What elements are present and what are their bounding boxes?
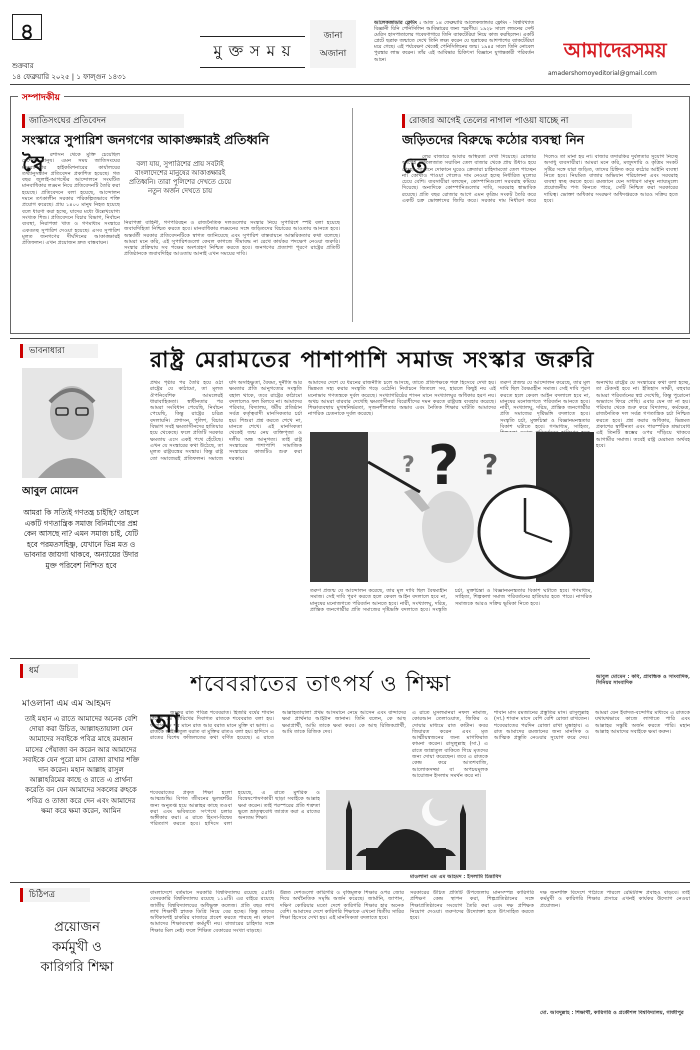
religion-col1: জকের রাত পবিত্র শবেবরাত। হিজরি বর্ষের শাবান মাসের ১৪ তারিখের দিবাগত রাতকে শবেবরাত বলা হয়। ফারসি শব্দ শব মানে রাত আর বরাত মানে মুক্তি বা ভাগ্য। এ রাতকে লাইলাতুল বরাত বা মুক্তির রাতও বলা হয়। হাদিসে এ রাতের বিশেষ ফজিলতের কথা বর্ণিত হয়েছে। এ রাতে আল্লাহতায়ালা প্রথম আসমানে নেমে আসেন এবং বান্দাদের ক্ষমা প্রার্থনার আহ্বান জানান। তিনি বলেন, কে আছ ক্ষমাপ্রার্থী, আমি তাকে ক্ষমা করব। কে আছ রিজিকপ্রার্থী, আমি তাকে রিজিক দেব। bbox=[150, 710, 406, 742]
editorial-right-dropcap: তে bbox=[402, 154, 428, 178]
opinion-col2-lower: তরুণ প্রজন্ম যে আন্দোলন করেছে, তার মূল দাবি ছিল বৈষম্যহীন সমাজ। সেই দাবি পূরণ করতে হলে কেবল আইন বদলালে হবে না, মানুষের মনোজগতে পরিবর্তন আনতে হবে। নারী, সংখ্যালঘু, দরিদ্র, প্রান্তিক জনগোষ্ঠীর প্রতি সমাজের দৃষ্টিভঙ্গি বদলাতে হবে। সংস্কৃতি চর্চা, মুক্তচিন্তা ও বিজ্ঞানমনস্কতার বিকাশ ঘটাতে হবে। গণমাধ্যম, সাহিত্য, শিল্পকলা সমাজ পরিবর্তনের হাতিয়ার হতে পারে। নাগরিক সমাজকে আরও সক্রিয় ভূমিকা নিতে হবে। bbox=[310, 588, 592, 613]
page-number: ৪ bbox=[12, 14, 42, 40]
issue-day: শুক্রবার bbox=[12, 62, 34, 70]
religion-divider bbox=[10, 658, 590, 659]
section-title: মু ক্ত স ম য় bbox=[213, 42, 292, 60]
tagline-box bbox=[310, 20, 356, 68]
tagline-brief-heading: আলেকজান্ডার ফ্লেমিং : bbox=[374, 20, 422, 26]
svg-text:?: ? bbox=[482, 448, 499, 481]
letters-label: চিঠিপত্র bbox=[20, 888, 90, 902]
religion-dropcap: আ bbox=[150, 710, 181, 738]
letters-headline-line-1: প্রয়োজন bbox=[54, 920, 100, 935]
letters-col2: উন্নত দেশগুলো কারিগরি ও বৃত্তিমূলক শিক্ষার ওপর জোর দিয়ে অর্থনৈতিক সমৃদ্ধি অর্জন করেছে। জার্মানি, জাপান, দক্ষিণ কোরিয়ার মতো দেশে কারিগরি শিক্ষার হার অনেক বেশি। আমাদের দেশে কারিগরি শিক্ষাকে এখনো দ্বিতীয় সারির শিক্ষা হিসেবে দেখা হয়। এই মানসিকতা বদলাতে হবে। bbox=[280, 890, 404, 922]
tagline-brief-text: আজ ১৪ ফেব্রুয়ারি আলেকজান্ডার ফ্লেমিং - বিশ্ববিখ্যাত বিজ্ঞানী যিনি পেনিসিলিন আবিষ্কারের জন্য স্মরণীয়। ১৯২৮ সালে লন্ডনের সেন্ট মেরিস হাসপাতালের গবেষণাগারে তিনি ব্যাকটেরিয়া নিয়ে কাজ করছিলেন। একটি প্লেটে ছত্রাক জন্মাতে দেখে তিনি লক্ষ্য করেন যে ছত্রাকের আশপাশের ব্যাকটেরিয়া মরে গেছে। এই পর্যবেক্ষণ থেকেই পেনিসিলিনের জন্ম। ১৯৪৫ সালে তিনি নোবেল পুরস্কার লাভ করেন। তাঁর এই আবিষ্কার চিকিৎসা বিজ্ঞানে যুগান্তকারী পরিবর্তন আনে। bbox=[374, 20, 534, 63]
opinion-author-name: আবুল মোমেন bbox=[22, 486, 79, 497]
editorial-left-body-a: রশাসন থেকে মুক্তি চেয়েছিল দেশের মানুষ। এমন সময় জাতিসংঘের মানবাধিকার হাইকমিশনারের কার্যালয়ের তথ্যানুসন্ধান প্রতিবেদন প্রকাশিত হয়েছে। গত বছর জুলাই-আগস্টের আন্দোলনে সংঘটিত মানবাধিকার লঙ্ঘন নিয়ে প্রতিবেদনটি তৈরি করা হয়েছে। প্রতিবেদনে বলা হয়েছে, আন্দোলন দমনে তৎকালীন সরকার পরিকল্পিতভাবে শক্তি প্রয়োগ করেছে। প্রায় ১৪০০ মানুষ নিহত হয়েছে বলে ধারণা করা হচ্ছে, যাদের মধ্যে উল্লেখযোগ্য সংখ্যক শিশু। প্রতিবেদনে বিচার বিভাগ, নির্বাচন ব্যবস্থা, নিরাপত্তা খাত ও গণমাধ্যম সংস্কারে একগুচ্ছ সুপারিশ দেওয়া হয়েছে। এসব সুপারিশ মূলত জনগণের দীর্ঘদিনের আকাঙ্ক্ষারই প্রতিফলন। এখন প্রয়োজন দ্রুত বাস্তবায়ন। bbox=[22, 152, 120, 247]
religion-pullquote: তাই মহান এ রাতে আমাদের অনেক বেশি দোয়া করা উচিত, আল্লাহতায়ালা যেন আমাদের সবাইকে পবিত্র মাহে রমজান মাসের পেঁয়াজা বন করেন আর আমাদের সবাইকে যেন পুরো মাস রোজা রাখার শক্তি দান করেন। মহান আল্লাহ রাসুল আল্লাহরিমের কাছে ও রাতে এ প্রার্থনা করেতি বন যেন আমাদের সকলের রুহকে পবিত্র ও তাজা করে দেন এবং আমাদের ক্ষমা করে ক্ষমা করেন, আমিন bbox=[22, 715, 140, 815]
editorial-left-kicker-text: জাতিসংঘের প্রতিবেদন bbox=[29, 116, 107, 126]
editorial-right-body: লের বাজারে আবার অস্থিরতা দেখা দিয়েছে। রোজার আগেই বোতলজাত সয়াবিন তেল বাজার থেকে প্রায় উধাও হয়ে গেছে। দোকানে দোকানে ঘুরেও ক্রেতারা চাহিদামতো তেল পাচ্ছেন না। কোথাও পাওয়া গেলেও দাম নেওয়া হচ্ছে নির্ধারিত মূল্যের চেয়ে বেশি। ব্যবসায়ীরা বলছেন, কোম্পানিগুলো সরবরাহ কমিয়ে দিয়েছে। অন্যদিকে কোম্পানিগুলোর দাবি, সরবরাহ স্বাভাবিক রয়েছে। প্রতি বছর রোজার আগে এমন কৃত্রিম সংকট তৈরি করে একটি চক্র ভোক্তাদের জিম্মি করে। সরকার দাম নির্ধারণ করে দিলেও তা মানা হয় না। বাজার তদারকির দুর্বলতার সুযোগ নিচ্ছে অসাধু ব্যবসায়ীরা। আমরা মনে করি, মজুদদারি ও কৃত্রিম সংকট সৃষ্টির সঙ্গে যারা জড়িত, তাদের চিহ্নিত করে কঠোর আইনি ব্যবস্থা নিতে হবে। নিয়মিত বাজার অভিযান পরিচালনা এবং সরবরাহ ব্যবস্থা স্বচ্ছ করতে হবে। রমজানে যেন সাধারণ মানুষ ন্যায্যমূল্যে প্রয়োজনীয় পণ্য কিনতে পারে, সেটি নিশ্চিত করা সরকারের দায়িত্ব। ভোক্তা অধিকার সংরক্ষণ অধিদপ্তরকে আরও সক্রিয় হতে হবে। bbox=[402, 154, 678, 205]
opinion-headline: রাষ্ট্র মেরামতের পাশাপাশি সমাজ সংস্কার জরুরি bbox=[150, 347, 596, 373]
editorial-left-pullquote: বলা যায়, সুপারিশের প্রায় সবটাই বাংলাদেশের মানুষের আকাঙ্ক্ষারই প্রতিধ্বনি। তারা পুলিশের দেখতে চেয়ে নতুন অর্জন দেখতে চায় bbox=[128, 160, 232, 195]
opinion-pullquote: আমরা কি সত্যিই গণতন্ত্র চাইছি? তাহলে একটি গণতান্ত্রিক সমাজ বিনির্মাণের প্রশ্ন কেন আসছে না? এমন সমাজ চাই, যেটি হবে পরমতসহিষ্ণু, যেখানে ভিন্ন মত ও ভাবনার জায়গা থাকবে, অন্যায়ের উদার মুক্ত পরিবেশ নিশ্চিত হবে bbox=[23, 508, 139, 570]
section-title-box bbox=[200, 36, 305, 68]
religion-col4: শাবান মাস রমজানের প্রস্তুতির মাস। রাসুলুল্লাহ (সা.) শাবান মাসে বেশি বেশি রোজা রাখতেন। শবেবরাতের পরদিন রোজা রাখা মুস্তাহাব। এ রাত আমাদের রমজানের জন্য মানসিক ও আত্মিক প্রস্তুতি নেওয়ার সুযোগ করে দেয়। আমরা যেন ইবাদত-বন্দেগির মাধ্যমে এ রাতকে যথাযথভাবে কাজে লাগাতে পারি এবং আল্লাহর সন্তুষ্টি অর্জন করতে পারি। মহান আল্লাহ আমাদের সবাইকে ক্ষমা করুন। bbox=[494, 710, 690, 742]
religion-col2: এ রাতে মুসলমানরা নফল নামাজ, কোরআন তেলাওয়াত, জিকির ও দোয়ার মাধ্যমে রাত কাটান। কবর জিয়ারত করেন এবং মৃত আত্মীয়স্বজনের জন্য মাগফিরাত কামনা করেন। রাসুলুল্লাহ (সা.) এ রাতে জান্নাতুল বাকিতে গিয়ে মৃতদের জন্য দোয়া করেছেন। তবে এ রাতকে কেন্দ্র করে আতশবাজি, আলোকসজ্জা বা অপচয়মূলক আয়োজন ইসলাম সমর্থন করে না। bbox=[412, 710, 488, 779]
opinion-col2: আমাদের দেশে যে ধরনের রাজনীতি চলে আসছে, তাতে প্রতিপক্ষকে শত্রু হিসেবে দেখা হয়। ভিন্নমত সহ্য করার সংস্কৃতি গড়ে ওঠেনি। নির্বাচনে জিতলে সব, হারলে কিছুই নয় এই মনোভাব গণতন্ত্রকে দুর্বল করেছে। সংখ্যাগরিষ্ঠের শাসন মানে সংখ্যালঘুর অধিকার হরণ নয়। অথচ আমরা বারবার দেখেছি ক্ষমতাসীনরা বিরোধীদের দমন করতে রাষ্ট্রযন্ত্র ব্যবহার করেছে। শিক্ষাব্যবস্থায় মুখস্থনির্ভরতা, সৃজনশীলতার অভাব এবং নৈতিক শিক্ষার ঘাটতি আমাদের নাগরিক চেতনাকে দুর্বল করেছে। bbox=[308, 380, 496, 418]
opinion-label: ভাবনাধারা bbox=[20, 344, 98, 358]
letters-headline-line-2: কর্মমুখী ও bbox=[52, 940, 102, 955]
letters-col1: বাংলাদেশে বর্তমানে সরকারি বিশ্ববিদ্যালয় রয়েছে ৫৫টি। বেসরকারি বিশ্ববিদ্যালয় রয়েছে ১১৪টি। এর বাইরে রয়েছে জাতীয় বিশ্ববিদ্যালয়ের অধিভুক্ত কলেজ। প্রতি বছর লাখ লাখ শিক্ষার্থী স্নাতক ডিগ্রি নিয়ে বের হচ্ছে। কিন্তু তাদের অধিকাংশই চাকরির বাজারে প্রবেশ করতে পারছে না। কারণ আমাদের শিক্ষাব্যবস্থা কর্মমুখী নয়। বাজারের চাহিদার সঙ্গে শিক্ষার মিল নেই। ফলে শিক্ষিত বেকারের সংখ্যা বাড়ছে। bbox=[150, 890, 274, 934]
editorial-right-kicker-text: রোজার আগেই তেলের নাগাল পাওয়া যাচ্ছে না bbox=[409, 116, 569, 126]
letters-divider bbox=[10, 882, 690, 883]
religion-author-name: মাওলানা এম এম আহমদ bbox=[22, 699, 111, 709]
editorial-left-kicker bbox=[22, 114, 184, 128]
opinion-byline: আবুল মোমেন : কবি, প্রাবন্ধিক ও সাংবাদিক, সিনিয়র সাংবাদিক bbox=[596, 674, 690, 687]
editorial-right-headline: জড়িতদের বিরুদ্ধে কঠোর ব্যবস্থা নিন bbox=[402, 132, 585, 147]
letters-headline-line-3: কারিগরি শিক্ষা bbox=[40, 960, 114, 975]
svg-text:?: ? bbox=[428, 434, 460, 497]
opinion-col1: প্রথম পৃষ্ঠার পর তৈরি হয়ে ওঠা রাষ্ট্রের যে কাঠামো, তা মূলত ঔপনিবেশিক আমলেরই ধারাবাহিকতা। স্বাধীনতার পর আমরা সংবিধান পেয়েছি, নির্বাচন পেয়েছি, কিন্তু রাষ্ট্রের চরিত্র বদলায়নি। প্রশাসন, পুলিশ, বিচার বিভাগ সবই ক্ষমতাসীনদের হাতিয়ার হয়ে থেকেছে। ফলে প্রতিটি সরকার ক্ষমতায় এসে একই পথে হেঁটেছে। এখন যে সংস্কারের কথা উঠেছে, তা মূলত রাষ্ট্রযন্ত্রের সংস্কার। কিন্তু রাষ্ট্র তো সমাজেরই প্রতিফলন। সমাজে যদি অসহিষ্ণুতা, বৈষম্য, দুর্নীতি আর ক্ষমতার প্রতি আনুগত্যের সংস্কৃতি বহাল থাকে, তবে রাষ্ট্রের কাঠামো বদলালেও ফল মিলবে না। আমাদের পরিবার, বিদ্যালয়, ধর্মীয় প্রতিষ্ঠান সর্বত্র কর্তৃত্ববাদী মানসিকতার চর্চা হয়। শিশুরা প্রশ্ন করতে শেখে না, মানতে শেখে। এই মানসিকতা থেকেই জন্ম নেয় ব্যক্তিপূজা ও দলীয় অন্ধ আনুগত্য। তাই রাষ্ট্র সংস্কারের পাশাপাশি সামাজিক সংস্কারের কাজটিও শুরু করা দরকার। bbox=[150, 380, 302, 462]
svg-text:?: ? bbox=[402, 453, 415, 478]
letters-col4: দক্ষ জনশক্তি বিদেশে পাঠাতে পারলে রেমিট্যান্স প্রবাহও বাড়বে। তাই কর্মমুখী ও কারিগরি শিক্ষার প্রসারে এখনই কার্যকর উদ্যোগ নেওয়া প্রয়োজন। bbox=[540, 890, 690, 909]
editorial-column-divider bbox=[352, 108, 353, 322]
editorial-email[interactable]: amadershomoyeditorial@gmail.com bbox=[548, 70, 657, 77]
editorial-left-dropcap: স্বৈ bbox=[22, 152, 45, 176]
author-portrait bbox=[22, 368, 122, 478]
letters-byline: মো. আবদুল্লাহ : শিক্ষার্থী, কারিগরি ও প্রকৌশল বিশ্ববিদ্যালয়, গাজীপুর bbox=[540, 1010, 684, 1016]
opinion-col3: তরুণ প্রজন্ম যে আন্দোলন করেছে, তার মূল দাবি ছিল বৈষম্যহীন সমাজ। সেই দাবি পূরণ করতে হলে কেবল আইন বদলালে হবে না, মানুষের মনোজগতে পরিবর্তন আনতে হবে। নারী, সংখ্যালঘু, দরিদ্র, প্রান্তিক জনগোষ্ঠীর প্রতি সমাজের দৃষ্টিভঙ্গি বদলাতে হবে। সংস্কৃতি চর্চা, মুক্তচিন্তা ও বিজ্ঞানমনস্কতার বিকাশ ঘটাতে হবে। গণমাধ্যম, সাহিত্য, bbox=[500, 380, 590, 431]
religion-col3: শবেবরাতের প্রকৃত শিক্ষা হলো আত্মশুদ্ধি। বিগত জীবনের ভুলত্রুটির জন্য অনুতপ্ত হয়ে আল্লাহর কাছে তওবা করা এবং ভবিষ্যতে সৎপথে চলার অঙ্গীকার করা। এ রাতে হিংসা-বিদ্বেষ পরিত্যাগ করতে হবে। হাদিসে বলা হয়েছে, এ রাতে মুশরিক ও বিদ্বেষপোষণকারী ছাড়া সবাইকে আল্লাহ ক্ষমা করেন। তাই পরস্পরের প্রতি শত্রুতা ভুলে ভ্রাতৃত্ববোধ জাগ্রত করা এ রাতের অন্যতম শিক্ষা। bbox=[150, 790, 320, 828]
opinion-illustration bbox=[310, 432, 594, 582]
opinion-col4: অন্যথায় রাষ্ট্রের যে সংস্কারের কথা বলা হচ্ছে, তা টেকসই হবে না। ইতিহাস সাক্ষী, বহুবার আমরা পরিবর্তনের স্বপ্ন দেখেছি, কিন্তু পুরোনো অভ্যাসে ফিরে গেছি। এবার যেন তা না হয়। পরিবার থেকে শুরু করে বিদ্যালয়, কর্মক্ষেত্র, রাজনৈতিক দল সর্বত্র গণতান্ত্রিক চর্চা নিশ্চিত করতে হবে। প্রশ্ন করার অধিকার, ভিন্নমত প্রকাশের স্বাধীনতা এবং পারস্পরিক শ্রদ্ধাবোধ এই তিনটি স্তম্ভের ওপর দাঁড়িয়ে থাকবে আগামীর সমাজ। তবেই রাষ্ট্র মেরামত অর্থবহ হবে। bbox=[596, 380, 690, 449]
religion-headline: শবেবরাতের তাৎপর্য ও শিক্ষা bbox=[190, 672, 452, 697]
editorial-right-kicker bbox=[402, 114, 632, 128]
tagline-bottom: অজানা bbox=[319, 49, 347, 59]
letters-headline bbox=[22, 918, 132, 978]
religion-label: ধর্ম bbox=[20, 664, 78, 678]
editorial-label: সম্পাদকীয় bbox=[18, 90, 64, 105]
letters-col3: সরকারের উচিত প্রতিটি উপজেলায় মানসম্পন্ন কারিগরি প্রশিক্ষণ কেন্দ্র স্থাপন করা, শিল্পপ্রতিষ্ঠানের সঙ্গে শিক্ষাপ্রতিষ্ঠানের সংযোগ তৈরি করা এবং দক্ষ প্রশিক্ষক নিয়োগ দেওয়া। তরুণদের উদ্যোক্তা হতে উৎসাহিত করতে হবে। bbox=[410, 890, 534, 922]
issue-date: ১৪ ফেব্রুয়ারি ২০২৫ | ১ ফাল্গুন ১৪৩১ bbox=[12, 73, 127, 81]
editorial-left-body-b: নিরাপত্তা বাহিনী, গণপরিবহন ও রাজনৈতিক দলগুলোর সংস্কার নিয়ে সুপারিশে স্পষ্ট বলা হয়েছে জবাবদিহিতা নিশ্চিত করতে হবে। মানবাধিকার লঙ্ঘনের সঙ্গে জড়িতদের বিচারের আওতায় আনতে হবে। অন্তর্বর্তী সরকার প্রতিবেদনটিকে স্বাগত জানিয়েছে এবং সুপারিশ বাস্তবায়নে আন্তরিকতার কথা বলেছে। আমরা মনে করি, এই সুপারিশগুলো কেবল কাগজে সীমাবদ্ধ না রেখে কার্যকর পদক্ষেপ নেওয়া জরুরি। সংস্কার প্রক্রিয়ায় সব পক্ষের অংশগ্রহণ নিশ্চিত করতে হবে। জনগণের প্রত্যাশা পূরণে রাষ্ট্রের প্রতিটি প্রতিষ্ঠানকে জবাবদিহির আওতায় আনাই এখন সময়ের দাবি। bbox=[124, 220, 340, 258]
religion-byline: মাওলানা এম এম আহমদ : ইসলামি চিন্তাবিদ bbox=[410, 874, 502, 880]
masthead-divider bbox=[10, 84, 690, 85]
newspaper-logo: আমাদেরসময় bbox=[563, 38, 667, 62]
tagline-top: জানা bbox=[323, 31, 343, 41]
tagline-brief bbox=[374, 20, 534, 64]
mosque-illustration bbox=[326, 790, 486, 870]
editorial-left-headline: সংস্কারে সুপারিশ জনগণের আকাঙ্ক্ষারই প্রতিধ্বনি bbox=[22, 132, 269, 147]
